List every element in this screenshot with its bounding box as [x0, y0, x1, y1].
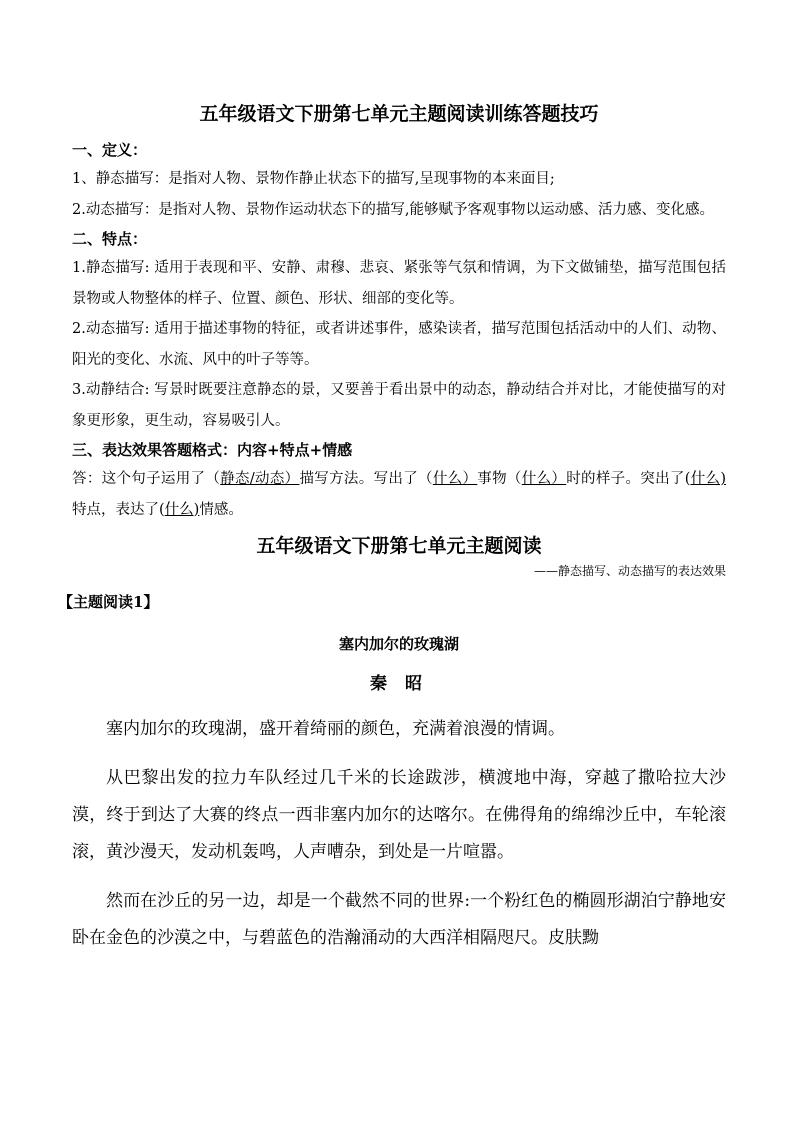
- answer-template: [72, 464, 726, 525]
- reading-title: 五年级语文下册第七单元主题阅读: [256, 535, 542, 557]
- answer-text-5: 特点，表达了(: [72, 501, 165, 518]
- section-heading-answer-format: 三、表达效果答题格式：内容+特点+情感: [72, 441, 353, 459]
- answer-text-2: 描写方法。写出了（: [299, 471, 433, 487]
- reading-subtitle: ——静态描写、动态描写的表达效果: [533, 564, 726, 578]
- article-paragraph: 然而在沙丘的另一边，却是一个截然不同的世界:一个粉红色的椭圆形湖泊宁静地安卧在金色的沙漠之中，与碧蓝色的浩瀚涌动的大西洋相隔咫尺。皮肤黝: [72, 891, 726, 948]
- answer-blank-emotion: 什么): [164, 501, 200, 518]
- definition-dynamic: 2.动态描写：是指对人物、景物作运动状态下的描写,能够赋予客观事物以运动感、活力感、变化感。: [72, 201, 714, 218]
- article-paragraph: 塞内加尔的玫瑰湖，盛开着绮丽的颜色，充满着浪漫的情调。: [106, 719, 565, 739]
- definition-static: 1、静态描写：是指对人物、景物作静止状态下的描写,呈现事物的本来面目;: [72, 171, 555, 187]
- document-page: [58, 100, 727, 957]
- article-author: 秦 昭: [370, 674, 428, 694]
- article-paragraph: 从巴黎出发的拉力车队经过几千米的长途跋涉，横渡地中海，穿越了撒哈拉大沙漠，终于到达了大赛的终点一西非塞内加尔的达喀尔。在佛得角的绵绵沙丘中，车轮滚滚，黄沙漫天，发动机轰鸣，人声嘈杂，到处是一片喧嚣。: [72, 768, 726, 862]
- feature-combined: 3.动静结合: 写景时既要注意静态的景，又要善于看出景中的动态，静动结合并对比，才能使描写的对象更形象，更生动，容易吸引人。: [72, 382, 726, 429]
- feature-dynamic: 2.动态描写: 适用于描述事物的特征，或者讲述事件，感染读者，描写范围包括活动中的人们、动物、阳光的变化、水流、风中的叶子等等。: [72, 321, 726, 368]
- answer-text-3: 事物（: [477, 471, 522, 487]
- page-title: 五年级语文下册第七单元主题阅读训练答题技巧: [199, 103, 599, 125]
- section-heading-definition: 一、定义：: [72, 141, 148, 159]
- answer-blank-method: 静态/动态）: [220, 471, 300, 487]
- feature-static: 1.静态描写: 适用于表现和平、安静、肃穆、悲哀、紧张等气氛和情调，为下文做铺垫，描写范围包括景物或人物整体的样子、位置、颜色、形状、细部的变化等。: [72, 260, 726, 307]
- reading-tag: 【主题阅读1】: [58, 593, 159, 611]
- section-heading-features: 二、特点：: [72, 230, 148, 248]
- answer-blank-feature: 什么): [690, 471, 727, 487]
- answer-blank-when: 什么）: [521, 471, 567, 487]
- article-title: 塞内加尔的玫瑰湖: [338, 635, 459, 653]
- answer-text-1: 答：这个句子运用了（: [72, 471, 221, 487]
- answer-text-6: 情感。: [199, 501, 243, 518]
- answer-text-4: 时的样子。突出了(: [566, 471, 691, 487]
- answer-blank-what: 什么）: [432, 471, 478, 487]
